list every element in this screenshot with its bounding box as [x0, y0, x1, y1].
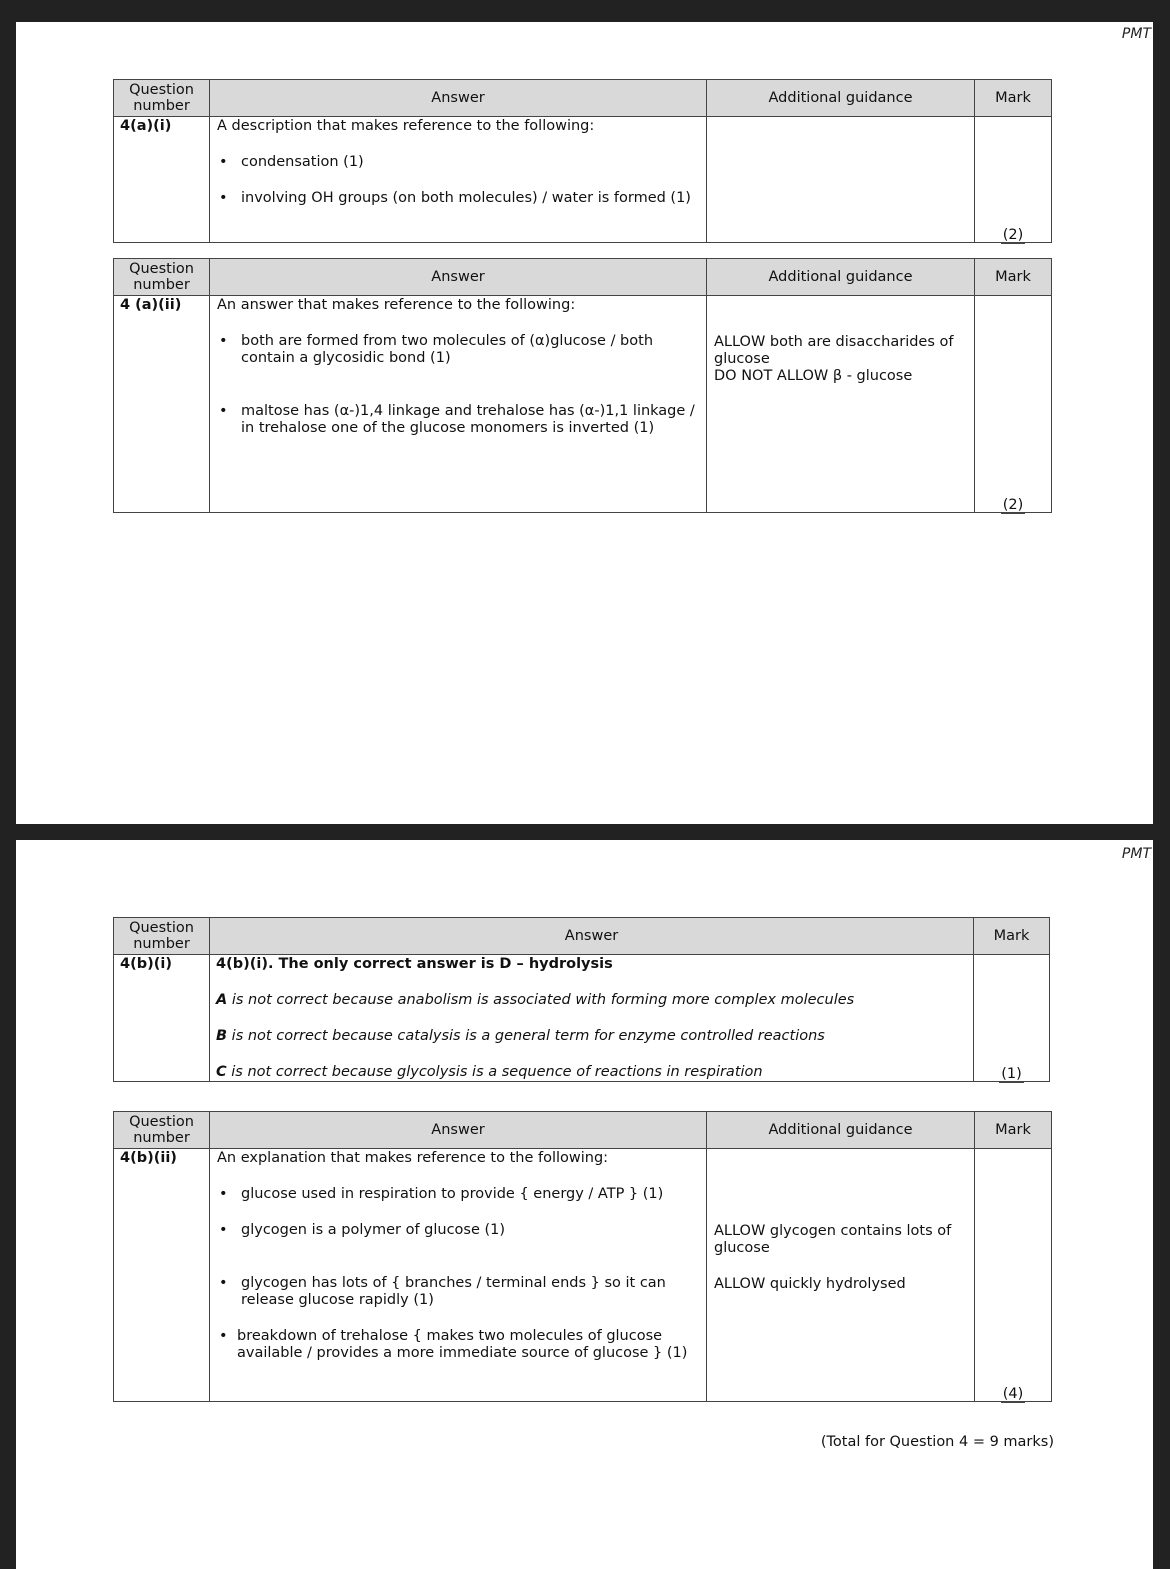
mark-cell	[975, 117, 1052, 243]
mark-cell	[975, 296, 1052, 513]
header-question-number: Question number	[114, 80, 210, 117]
answer-lead: An explanation that makes reference to the following:	[217, 1150, 609, 1166]
list-item: • condensation (1)	[217, 154, 700, 171]
option-text: is not correct because catalysis is a general term for enzyme controlled reactions	[231, 1028, 825, 1044]
mark-value: (1)	[1001, 1066, 1022, 1082]
guidance-cell	[707, 117, 975, 243]
page-2	[16, 840, 1153, 1569]
header-answer: Answer	[210, 1112, 707, 1149]
option-letter: A	[216, 992, 228, 1008]
guidance-allow: ALLOW both are disaccharides of glucose	[714, 334, 954, 367]
question-number-cell: 4 (a)(ii)	[114, 296, 210, 513]
answer-cell	[210, 117, 707, 243]
header-question-number: Question number	[114, 918, 210, 955]
guidance-cell	[707, 296, 975, 513]
mark-cell	[975, 1149, 1052, 1402]
list-item: • involving OH groups (on both molecules) / water is formed (1)	[217, 190, 700, 207]
answer-lead: An answer that makes reference to the following:	[217, 297, 576, 313]
table-4bii	[113, 1111, 1052, 1402]
header-question-number: Question number	[114, 1112, 210, 1149]
option-b-explanation	[216, 1028, 967, 1045]
header-additional-guidance: Additional guidance	[707, 80, 975, 117]
answer-bullets	[217, 1186, 700, 1362]
header-mark: Mark	[974, 918, 1050, 955]
header-answer: Answer	[210, 259, 707, 296]
pmt-header: PMT	[1121, 846, 1151, 862]
table-4aii	[113, 258, 1052, 513]
total-marks: (Total for Question 4 = 9 marks)	[820, 1434, 1054, 1450]
option-letter: C	[216, 1064, 227, 1080]
option-text: is not correct because anabolism is associated with forming more complex molecules	[231, 992, 855, 1008]
header-answer: Answer	[210, 80, 707, 117]
guidance-item: ALLOW glycogen contains lots of glucose	[714, 1223, 952, 1256]
answer-cell	[210, 1149, 707, 1402]
table-4bi	[113, 917, 1050, 1082]
page-1	[16, 22, 1153, 824]
header-mark: Mark	[975, 259, 1052, 296]
option-text: is not correct because glycolysis is a sequence of reactions in respiration	[231, 1064, 763, 1080]
mark-cell	[974, 955, 1050, 1082]
table-4ai	[113, 79, 1052, 243]
header-additional-guidance: Additional guidance	[707, 1112, 975, 1149]
list-item: • maltose has (α-)1,4 linkage and trehalose has (α-)1,1 linkage / in trehalose one of the glucose monomers is inverted (1)	[217, 403, 700, 437]
correct-answer: 4(b)(i). The only correct answer is D – hydrolysis	[216, 956, 613, 972]
header-mark: Mark	[975, 80, 1052, 117]
mark-value: (2)	[1002, 497, 1024, 513]
list-item: • glycogen has lots of { branches / terminal ends } so it can release glucose rapidly (1)	[217, 1275, 700, 1309]
option-c-explanation	[216, 1064, 967, 1081]
mark-value: (4)	[1002, 1386, 1024, 1402]
answer-cell	[210, 296, 707, 513]
answer-bullets	[217, 333, 700, 437]
list-item: • glycogen is a polymer of glucose (1)	[217, 1222, 700, 1239]
option-letter: B	[216, 1028, 228, 1044]
pmt-header: PMT	[1121, 26, 1151, 42]
mark-value: (2)	[1002, 227, 1024, 243]
list-item: • both are formed from two molecules of (α)glucose / both contain a glycosidic bond (1)	[217, 333, 700, 367]
answer-bullets	[217, 154, 700, 207]
list-item: • breakdown of trehalose { makes two molecules of glucose available / provides a more immediate source of glucose } (1)	[217, 1328, 700, 1362]
answer-cell	[210, 955, 974, 1082]
option-a-explanation	[216, 992, 967, 1009]
question-number-cell: 4(b)(i)	[114, 955, 210, 1082]
header-mark: Mark	[975, 1112, 1052, 1149]
guidance-item: ALLOW quickly hydrolysed	[714, 1276, 906, 1292]
question-number-cell: 4(b)(ii)	[114, 1149, 210, 1402]
guidance-cell	[707, 1149, 975, 1402]
answer-lead: A description that makes reference to the following:	[217, 118, 595, 134]
question-number-cell: 4(a)(i)	[114, 117, 210, 243]
list-item: • glucose used in respiration to provide { energy / ATP } (1)	[217, 1186, 700, 1203]
header-question-number: Question number	[114, 259, 210, 296]
guidance-disallow: DO NOT ALLOW β - glucose	[714, 368, 913, 384]
header-additional-guidance: Additional guidance	[707, 259, 975, 296]
header-answer: Answer	[210, 918, 974, 955]
